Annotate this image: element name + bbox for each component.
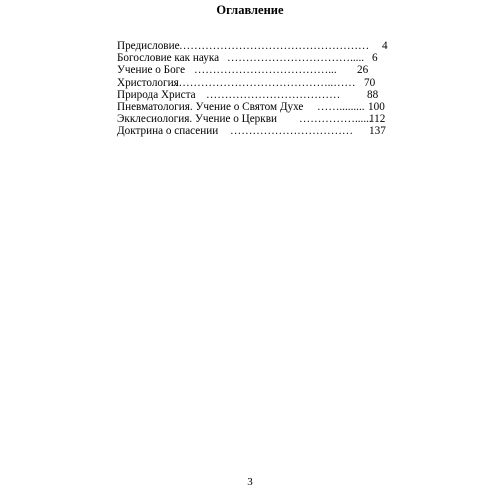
toc-entry-page: 88 [367, 88, 379, 101]
toc-entry-preface [117, 40, 387, 52]
toc-leader-dots: ……………………………………..…… [171, 76, 356, 89]
toc-leader-dots: ……………………………..... [227, 52, 365, 65]
toc-entry-label: Доктрина о спасении [117, 125, 219, 138]
toc-leader-dots: ………………………………... [194, 64, 337, 77]
toc-leader-dots: ……………………………… [206, 88, 341, 101]
toc-leader-dots: …………………………… [230, 125, 354, 138]
toc-leader-dots: …………………………………………… [179, 40, 370, 52]
toc-leader-dots: ……………...... [299, 113, 372, 126]
toc-entry-page: 26 [357, 64, 369, 77]
toc-entry-label: Учение о Боге [117, 64, 186, 77]
toc-entry-salvation [117, 125, 387, 137]
document-title: Оглавление [216, 3, 284, 17]
toc-leader-dots: ……......... [317, 100, 365, 113]
toc-entry-page: 137 [369, 125, 386, 138]
toc-entry-pneumatology [117, 101, 387, 113]
toc-entry-label: Христология [117, 76, 179, 89]
toc-entry-label: Природа Христа [117, 88, 196, 101]
toc-entry-nature-of-christ [117, 89, 387, 101]
toc-entry-page: 4 [382, 40, 388, 52]
toc-entry-page: 112 [369, 113, 386, 126]
toc-entry-label: Экклесиология. Учение о Церкви [117, 113, 277, 126]
toc-entry-label: Богословие как наука [117, 52, 220, 65]
toc-entry-label: Пневматология. Учение о Святом Духе [117, 100, 304, 113]
toc-entry-label: Предисловие [117, 40, 180, 52]
toc-entry-page: 70 [364, 76, 376, 89]
page-number: 3 [247, 476, 253, 488]
toc-entry-doctrine-of-god [117, 64, 387, 76]
toc-entry-ecclesiology [117, 113, 387, 125]
toc-entry-page: 100 [368, 100, 385, 113]
toc-entry-theology-science [117, 52, 387, 64]
table-of-contents [117, 40, 387, 138]
toc-entry-christology [117, 77, 387, 89]
toc-entry-page: 6 [372, 52, 378, 65]
